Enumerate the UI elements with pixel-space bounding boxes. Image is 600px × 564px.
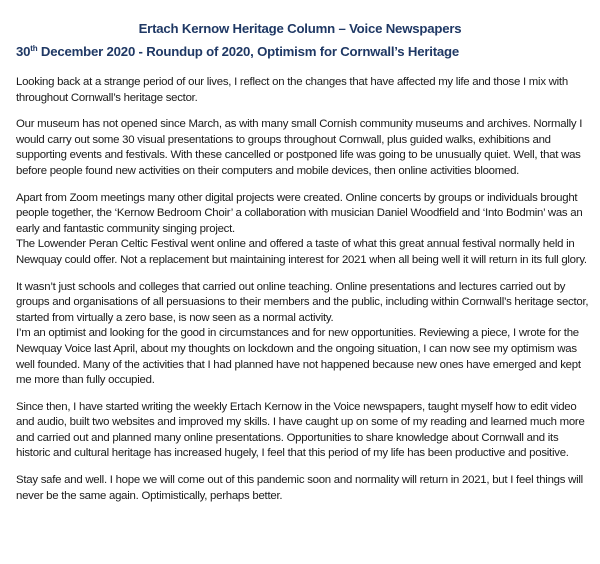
- subtitle-text: December 2020 - Roundup of 2020, Optimism for Cornwall’s Heritage: [37, 44, 460, 59]
- document-title: Ertach Kernow Heritage Column – Voice Newspapers: [138, 21, 462, 36]
- paragraph-closing: Stay safe and well. I hope we will come out of this pandemic soon and normality will return in 2021, but I feel things will never be the same again. Optimistically, perhaps better.: [16, 474, 583, 502]
- paragraph-optimist: I’m an optimist and looking for the good in circumstances and for new opportunities. Reviewing a piece, I wrote for the Newquay Voice last April, about my thoughts on lockdown and the ongoing situation, I can now see my optimism was well founded. Many of the activities that I had planned have not happened because new ones have emerged and kept me more than fully occupied.: [16, 327, 581, 387]
- paragraph-since-then: Since then, I have started writing the weekly Ertach Kernow in the Voice newspapers, taught myself how to edit video and audio, built two websites and improved my skills. I have caught up on some of my reading and learned much more and carried out and planned many online presentations. Opportunities to share knowledge about Cornwall and its historic and cultural heritage has increased hugely, I feel that this period of my life has been productive and positive.: [16, 400, 585, 460]
- paragraph-online-teaching: It wasn’t just schools and colleges that carried out online teaching. Online presentations and lectures carried out by groups and organisations of all persuasions to their members and the public, including within Cornwall’s heritage sector, started from virtually a zero base, is now seen as a normal activity.: [16, 280, 589, 324]
- subtitle-day: 30: [16, 44, 31, 59]
- paragraph-digital-projects: Apart from Zoom meetings many other digital projects were created. Online concerts by groups or individuals brought people together, the ‘Kernow Bedroom Choir’ a collaboration with musician Daniel Woodfield and ‘Into Bodmin’ was an early and fantastic community singing project.: [16, 191, 583, 235]
- paragraph-intro: Looking back at a strange period of our lives, I reflect on the changes that have affected my life and those I mix with throughout Cornwall’s heritage sector.: [16, 76, 568, 104]
- article-body: [16, 75, 594, 515]
- paragraph-lowender-peran: The Lowender Peran Celtic Festival went online and offered a taste of what this great annual festival normally held in Newquay could offer. Not a replacement but maintaining interest for 2021 when all being well it will return in its full glory.: [16, 238, 587, 266]
- paragraph-museum: Our museum has not opened since March, as with many small Cornish community museums and archives. Normally I would carry out some 30 visual presentations to groups throughout Cornwall, plus guided walks, exhibitions and supporting events and festivals. With these cancelled or postponed life was going to be unusually quiet. Well, that was before people found new activities on their computers and mobile devices, then online activities bloomed.: [16, 118, 583, 177]
- document-subtitle: [16, 44, 594, 59]
- subtitle-ordinal-suffix: th: [30, 44, 38, 53]
